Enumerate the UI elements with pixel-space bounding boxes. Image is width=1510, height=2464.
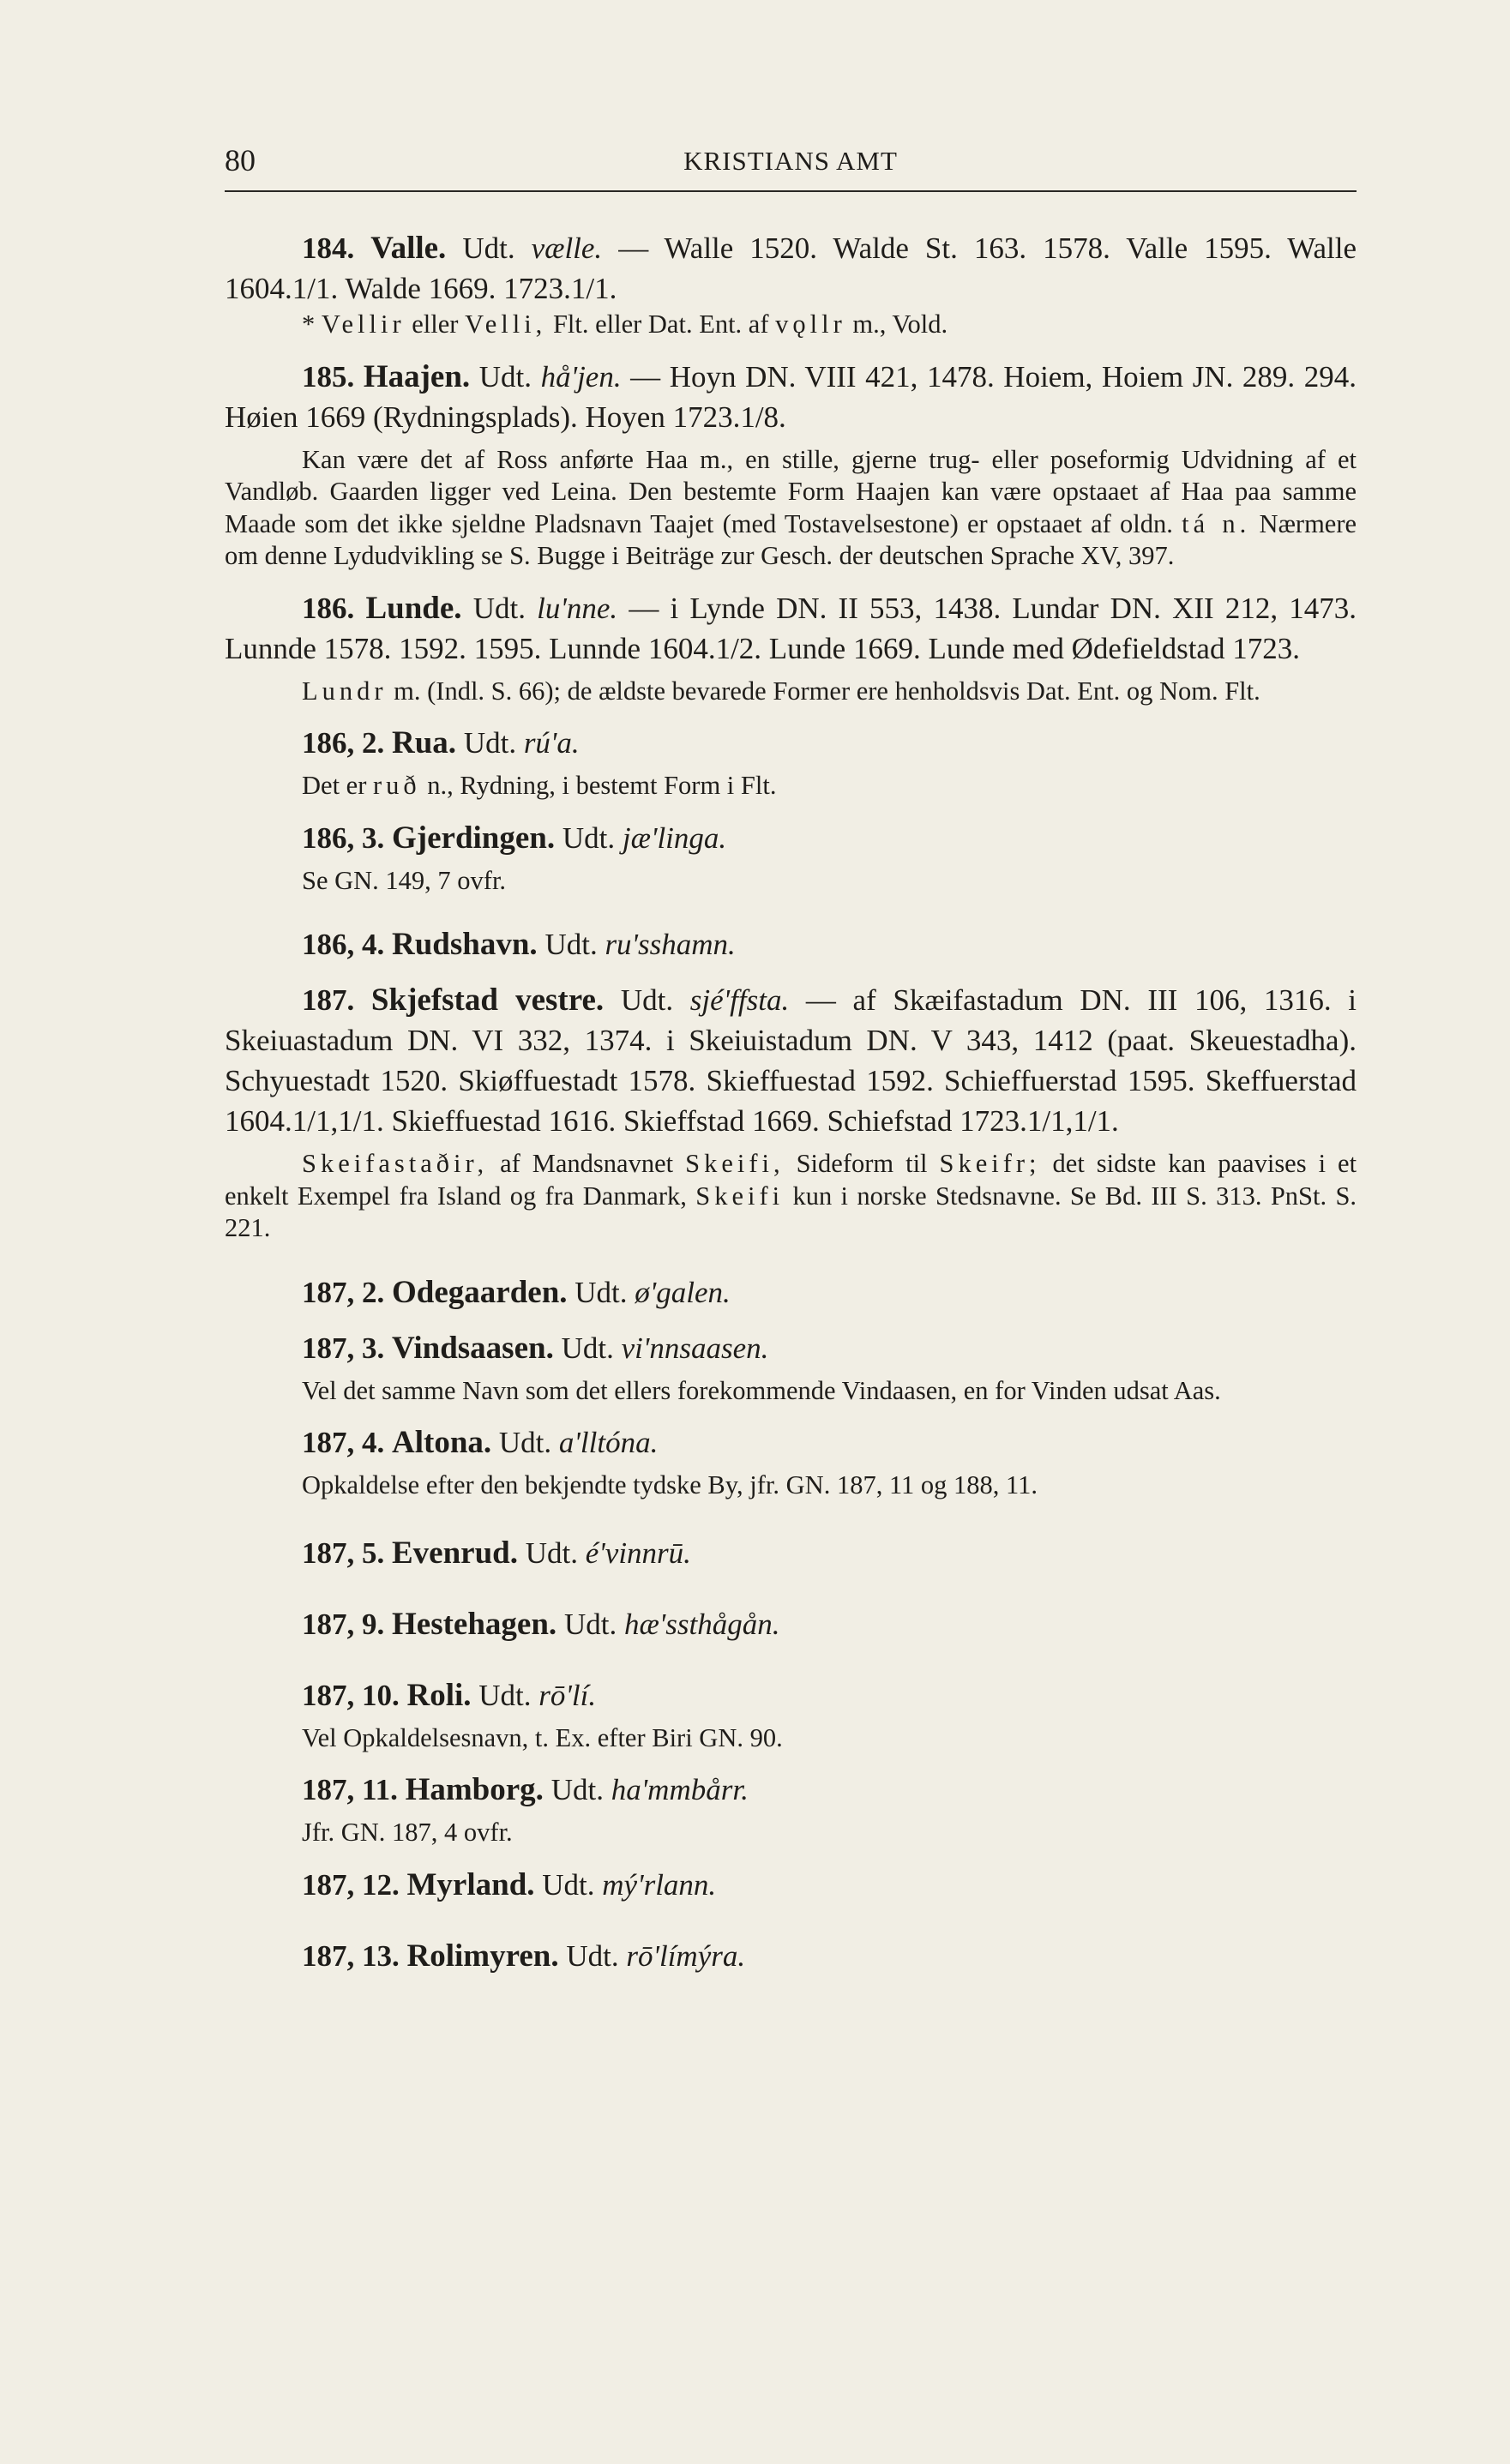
historical-forms: — i Lynde DN. II 553, 1438. Lundar DN. XII 212, 1473. Lunnde 1578. 1592. 1595. Lunnde 1604.1/2. Lunde 1669. Lunde med Ødefieldstad 1723.	[225, 591, 1357, 665]
entry-name: Altona.	[392, 1425, 492, 1460]
entry-name: Myrland.	[406, 1866, 535, 1902]
entry-number: 186, 4.	[302, 928, 385, 961]
note-form: Skeifr;	[939, 1149, 1041, 1178]
note-184	[225, 309, 1357, 341]
entry-186-3	[225, 818, 1357, 858]
note-185	[225, 444, 1357, 573]
entry-187	[225, 980, 1357, 1141]
entry-name: Lunde.	[365, 590, 462, 626]
entry-number: 187, 10.	[302, 1678, 400, 1712]
pronunciation: hæ'ssthågån.	[623, 1607, 780, 1641]
udt-label: Udt.	[575, 1275, 628, 1309]
pronunciation: ø'galen.	[635, 1275, 731, 1309]
pronunciation: ha'mmbårr.	[611, 1773, 749, 1806]
note-form: vǫllr	[775, 310, 846, 339]
entry-number: 187, 12.	[302, 1867, 400, 1902]
entry-number: 187, 4.	[302, 1426, 385, 1459]
note-form: Skeifi	[695, 1181, 785, 1211]
entry-number: 186, 3.	[302, 820, 385, 855]
note-text: kun i norske Stedsnavne. Se Bd. III S. 313. PnSt. S. 221.	[225, 1181, 1357, 1242]
pronunciation: rō'lí.	[538, 1678, 597, 1712]
entry-name: Rolimyren.	[406, 1938, 559, 1974]
entry-number: 186.	[302, 591, 355, 625]
udt-label: Udt.	[563, 1607, 617, 1641]
udt-label: Udt.	[478, 359, 532, 394]
historical-forms: — Hoyn DN. VIII 421, 1478. Hoiem, Hoiem JN. 289. 294. Høien 1669 (Rydningsplads). Hoyen 1723.1/8.	[225, 359, 1357, 434]
udt-label: Udt.	[550, 1773, 604, 1806]
entry-187-3	[225, 1328, 1357, 1368]
entry-name: Vindsaasen.	[392, 1330, 554, 1366]
page-body	[225, 228, 1357, 1976]
udt-label: Udt.	[620, 983, 674, 1017]
pronunciation: jæ'linga.	[622, 820, 727, 855]
udt-label: Udt.	[498, 1426, 552, 1459]
note-asterisk: *	[302, 310, 316, 339]
entry-number: 187.	[302, 983, 355, 1017]
pronunciation: a'lltóna.	[558, 1426, 659, 1459]
udt-label: Udt.	[525, 1535, 579, 1570]
note-text: Flt. eller Dat. Ent. af	[552, 310, 769, 339]
entry-name: Odegaarden.	[392, 1274, 568, 1310]
entry-name: Skjefstad vestre.	[370, 983, 605, 1018]
note-187-3: Vel det samme Navn som det ellers forekommende Vindaasen, en for Vinden udsat Aas.	[302, 1375, 1221, 1405]
entry-number: 187, 11.	[302, 1773, 398, 1806]
note-form: Lundr	[302, 676, 388, 706]
udt-label: Udt.	[544, 928, 598, 961]
running-title: KRISTIANS AMT	[683, 146, 898, 176]
note-text: m., Vold.	[852, 310, 948, 339]
header-rule	[225, 190, 1357, 192]
udt-label: Udt.	[472, 591, 526, 625]
udt-label: Udt.	[561, 1331, 614, 1365]
entry-name: Roli.	[406, 1677, 472, 1713]
entry-name: Hestehagen.	[392, 1606, 557, 1642]
page-number: 80	[225, 143, 256, 177]
note-186-2	[225, 770, 1357, 802]
udt-label: Udt.	[566, 1938, 619, 1973]
pronunciation: rō'límýra.	[626, 1938, 746, 1973]
entry-number: 187, 13.	[302, 1938, 400, 1973]
note-text: Kan være det af Ross anførte Haa m., en stille, gjerne trug- eller poseformig Udvidning af et Vandløb. Gaarden ligger ved Leina. Den bestemte Form Haajen kan være opstaaet af Haa paa samme Maade som det ikke sjeldne Pladsnavn Taajet (med Tostavelsestone) er opstaaet af oldn.	[225, 444, 1357, 538]
note-186	[225, 676, 1357, 708]
entry-186-4	[225, 924, 1357, 965]
entry-name: Valle.	[370, 231, 447, 266]
entry-name: Rudshavn.	[392, 927, 538, 962]
udt-label: Udt.	[542, 1867, 595, 1902]
note-text: det sidste kan paavises i et enkelt Exempel fra Island og fra Danmark,	[225, 1149, 1357, 1211]
note-text: Sideform til	[796, 1149, 928, 1178]
note-187	[225, 1148, 1357, 1245]
entry-187-9	[225, 1604, 1357, 1644]
entry-187-11	[225, 1770, 1357, 1810]
entry-name: Rua.	[392, 725, 457, 760]
note-text: n., Rydning, i bestemt Form i Flt.	[427, 771, 777, 800]
entry-name: Haajen.	[363, 358, 471, 394]
entry-187-10	[225, 1675, 1357, 1716]
pronunciation: vi'nnsaasen.	[621, 1331, 769, 1365]
pronunciation: é'vinnrū.	[585, 1535, 691, 1570]
entry-187-12	[225, 1865, 1357, 1905]
pronunciation: ru'sshamn.	[605, 928, 736, 961]
note-form: ruð	[372, 771, 421, 800]
udt-label: Udt.	[562, 820, 616, 855]
entry-number: 186, 2.	[302, 726, 385, 760]
pronunciation: rú'a.	[523, 726, 580, 760]
note-form: Skeifi,	[685, 1149, 785, 1178]
udt-label: Udt.	[478, 1678, 532, 1712]
pronunciation: lu'nne.	[537, 591, 618, 625]
historical-forms: — Walle 1520. Walde St. 163. 1578. Valle 1595. Walle 1604.1/1. Walde 1669. 1723.1/1.	[225, 231, 1357, 305]
note-form: Skeifastaðir,	[302, 1149, 489, 1178]
note-text: Det er	[302, 771, 367, 800]
entry-number: 187, 9.	[302, 1607, 385, 1641]
entry-185	[225, 357, 1357, 437]
entry-187-13	[225, 1936, 1357, 1976]
entry-187-2	[225, 1272, 1357, 1313]
entry-number: 187, 2.	[302, 1275, 385, 1309]
note-text: eller	[412, 310, 459, 339]
pronunciation: vælle.	[531, 231, 603, 265]
entry-number: 187, 5.	[302, 1535, 385, 1570]
entry-186	[225, 588, 1357, 669]
entry-184	[225, 228, 1357, 309]
entry-187-5	[225, 1533, 1357, 1573]
pronunciation: sjé'ffsta.	[689, 983, 790, 1017]
historical-forms: — af Skæifastadum DN. III 106, 1316. i Skeiuastadum DN. VI 332, 1374. i Skeiuistadum DN. V 343, 1412 (paat. Skeuestadha). Schyuestadt 1520. Skiøffuestadt 1578. Skieffuestad 1592. Schieffuerstad 1595. Skeffuerstad 1604.1/1,1/1. Skieffuestad 1616. Skieffstad 1669. Schiefstad 1723.1/1,1/1.	[225, 983, 1357, 1138]
entry-number: 184.	[302, 231, 355, 265]
note-form: Vellir	[321, 310, 406, 339]
udt-label: Udt.	[462, 231, 515, 265]
pronunciation: hå'jen.	[540, 359, 622, 394]
pronunciation: mý'rlann.	[602, 1867, 717, 1902]
note-text: Nærmere om denne Lydudvikling se S. Bugge i Beiträge zur Gesch. der deutschen Sprache XV, 397.	[225, 508, 1357, 570]
udt-label: Udt.	[463, 726, 517, 760]
note-text: m. (Indl. S. 66); de ældste bevarede Former ere henholdsvis Dat. Ent. og Nom. Flt.	[394, 676, 1260, 706]
entry-number: 187, 3.	[302, 1331, 385, 1365]
page-header	[225, 142, 1357, 185]
entry-name: Evenrud.	[392, 1535, 519, 1571]
entry-187-4	[225, 1422, 1357, 1463]
note-187-4: Opkaldelse efter den bekjendte tydske By, jfr. GN. 187, 11 og 188, 11.	[302, 1470, 1038, 1499]
note-187-11: Jfr. GN. 187, 4 ovfr.	[302, 1818, 513, 1847]
entry-186-2	[225, 723, 1357, 763]
entry-name: Hamborg.	[405, 1772, 544, 1807]
entry-name: Gjerdingen.	[392, 820, 556, 856]
entry-number: 185.	[302, 359, 355, 394]
note-187-10: Vel Opkaldelsesnavn, t. Ex. efter Biri GN. 90.	[302, 1722, 783, 1752]
note-form: tá n.	[1182, 508, 1251, 538]
note-186-3: Se GN. 149, 7 ovfr.	[302, 865, 507, 895]
note-form: Velli,	[465, 310, 547, 339]
note-text: af Mandsnavnet	[500, 1149, 674, 1178]
